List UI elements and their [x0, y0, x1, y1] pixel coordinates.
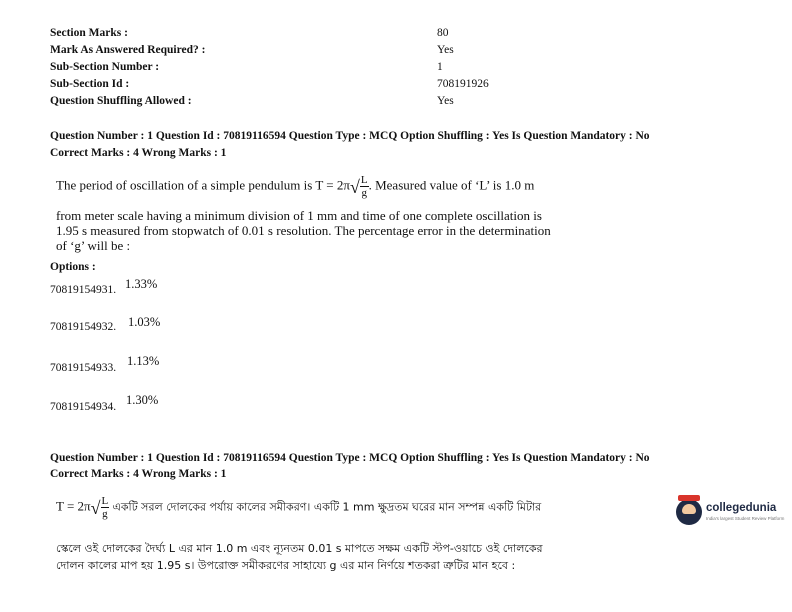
option-id: 70819154932. [50, 321, 117, 333]
meta-value-mark-answered: Yes [437, 44, 454, 56]
question-text-line-1 [56, 495, 541, 520]
question-text-suffix: . Measured value of ‘L’ is 1.0 m [368, 177, 535, 193]
meta-label-subsection-id: Sub-Section Id : [50, 78, 130, 90]
meta-label-shuffling: Question Shuffling Allowed : [50, 95, 192, 107]
options-label: Options : [50, 261, 96, 273]
option-id: 70819154931. [50, 284, 117, 296]
formula-fraction [360, 174, 369, 199]
formula-denominator: g [102, 508, 108, 520]
question-marks: Correct Marks : 4 Wrong Marks : 1 [50, 147, 227, 159]
collegedunia-logo [676, 495, 788, 531]
option-value[interactable]: 1.30% [126, 393, 159, 407]
option-value[interactable]: 1.03% [128, 315, 161, 329]
question-text-line-3: দোলন কালের মাপ হয় 1.95 s। উপরোক্ত সমীকরণের সাহায্যে g এর মান নির্ণয়ে শতকরা ত্রুটির মান হবে : [56, 559, 516, 572]
question-header: Question Number : 1 Question Id : 70819116594 Question Type : MCQ Option Shuffling : Yes Is Question Mandatory : No [50, 452, 650, 464]
logo-tagline: India's largest Student Review Platform [706, 516, 785, 521]
sqrt-icon: √ [90, 497, 101, 518]
formula-numerator: L [360, 174, 368, 186]
graduation-cap-icon [678, 495, 700, 501]
option-value[interactable]: 1.13% [127, 354, 160, 368]
option-value[interactable]: 1.33% [125, 277, 158, 291]
formula-denominator: g [361, 187, 367, 199]
question-text-suffix: একটি সরল দোলকের পর্যায় কালের সমীকরণ। একটি 1 mm ক্ষুদ্রতম ঘরের মান সম্পন্ন একটি মিটার [112, 500, 542, 514]
formula-numerator: L [101, 495, 109, 507]
meta-label-section-marks: Section Marks : [50, 27, 128, 39]
meta-value-subsection-id: 708191926 [437, 78, 489, 90]
meta-label-mark-answered: Mark As Answered Required? : [50, 44, 206, 56]
question-text-line-4: of ‘g’ will be : [56, 238, 131, 253]
question-header: Question Number : 1 Question Id : 70819116594 Question Type : MCQ Option Shuffling : Yes Is Question Mandatory : No [50, 130, 650, 142]
option-id: 70819154933. [50, 362, 117, 374]
question-text-line-2: from meter scale having a minimum division of 1 mm and time of one complete oscillation is [56, 208, 542, 223]
question-text-line-2: স্কেলে ওই দোলকের দৈর্ঘ্য L এর মান 1.0 m এবং ন্যূনতম 0.01 s মাপতে সক্ষম একটি স্টপ-ওয়াচে ওই দোলকের [56, 542, 543, 555]
question-text-prefix: The period of oscillation of a simple pendulum is T = 2π [56, 177, 350, 193]
meta-value-section-marks: 80 [437, 27, 449, 39]
student-avatar-icon [676, 499, 702, 525]
logo-name: collegedunia [706, 502, 777, 514]
question-marks: Correct Marks : 4 Wrong Marks : 1 [50, 468, 227, 480]
meta-value-subsection-number: 1 [437, 61, 443, 73]
formula-prefix: T = 2π [56, 498, 91, 514]
meta-value-shuffling: Yes [437, 95, 454, 107]
formula-fraction [101, 495, 110, 520]
question-text-line-1 [56, 174, 534, 199]
meta-label-subsection-number: Sub-Section Number : [50, 61, 160, 73]
sqrt-icon: √ [349, 176, 360, 197]
option-id: 70819154934. [50, 401, 117, 413]
question-text-line-3: 1.95 s measured from stopwatch of 0.01 s resolution. The percentage error in the determination [56, 223, 551, 238]
